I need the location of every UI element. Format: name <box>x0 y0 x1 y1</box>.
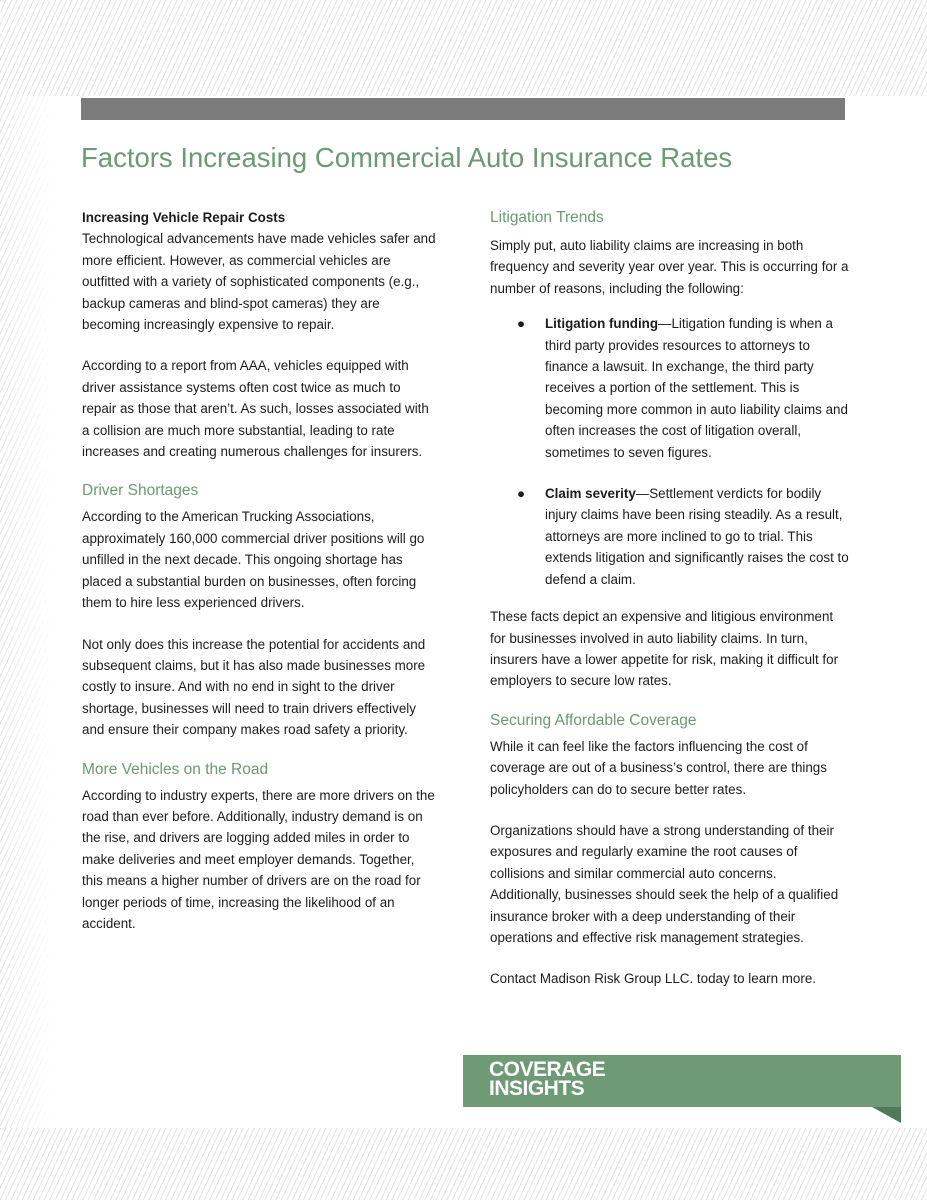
left-column <box>82 207 437 934</box>
driver-shortages-paragraph-2: Not only does this increase the potential for accidents and subsequent claims, but it has also made businesses more costly to insure. And with no end in sight to the driver shortage, businesses will need to train drivers effectively and ensure their company makes road safety a priority. <box>82 636 426 738</box>
litigation-conclusion-paragraph: These facts depict an expensive and litigious environment for businesses involved in auto liability claims. In turn, insurers have a lower appetite for risk, making it difficult for employers to secure low rates. <box>490 609 839 689</box>
affordable-coverage-paragraph-1: While it can feel like the factors influencing the cost of coverage are out of a business’s control, there are things policyholders can do to secure better rates. <box>490 738 827 797</box>
contact-paragraph: Contact Madison Risk Group LLC. today to learn more. <box>490 971 816 987</box>
repair-costs-paragraph-1: Technological advancements have made vehicles safer and more efficient. However, as commercial vehicles are outfitted with a variety of sophisticated components (e.g., backup cameras and blind-spot cameras) they are becoming increasingly expensive to repair. <box>82 231 436 333</box>
list-item <box>490 483 850 590</box>
bullet-icon: ● <box>517 486 526 502</box>
list-item <box>490 313 850 463</box>
bullet-term: Claim severity <box>545 486 636 502</box>
repair-costs-heading: Increasing Vehicle Repair Costs <box>82 210 286 225</box>
bullet-term: Litigation funding <box>545 316 659 332</box>
bullet-text: —Litigation funding is when a third party provides resources to attorneys to finance a lawsuit. In exchange, the third party receives a portion of the settlement. This is becoming more common in auto liability claims and often increases the cost of litigation overall, sometimes to seven figures. <box>545 316 848 460</box>
header-bar <box>81 98 845 120</box>
logo-line-1: COVERAGE <box>489 1058 606 1081</box>
decorative-stripes-left <box>0 96 56 1128</box>
bullet-text: —Settlement verdicts for bodily injury claims have been rising steadily. As a result, attorneys are more inclined to go to trial. This extends litigation and significantly raises the cost to defend a claim. <box>545 486 849 587</box>
right-column <box>490 207 850 990</box>
more-vehicles-heading: More Vehicles on the Road <box>82 760 269 778</box>
coverage-insights-logo <box>489 1060 605 1098</box>
logo-line-2: INSIGHTS <box>489 1077 585 1100</box>
litigation-intro-paragraph: Simply put, auto liability claims are increasing in both frequency and severity year over year. This is occurring for a number of reasons, including the following: <box>490 238 849 296</box>
repair-costs-paragraph-2: According to a report from AAA, vehicles equipped with driver assistance systems often cost twice as much to repair as those that aren’t. As such, losses associated with a collision are much more substantial, leading to rate increases and creating numerous challenges for insurers. <box>82 358 429 460</box>
more-vehicles-paragraph-1: According to industry experts, there are more drivers on the road than ever before. Additionally, industry demand is on the rise, and drivers are logging added miles in order to make deliveries and meet employer demands. Together, this means a higher number of drivers are on the road for longer periods of time, increasing the likelihood of an accident. <box>82 787 435 931</box>
driver-shortages-paragraph-1: According to the American Trucking Associations, approximately 160,000 commercial driver positions will go unfilled in the next decade. This ongoing shortage has placed a substantial burden on businesses, often forcing them to hire less experienced drivers. <box>82 509 425 611</box>
litigation-trends-heading: Litigation Trends <box>490 209 604 226</box>
affordable-coverage-heading: Securing Affordable Coverage <box>490 711 697 729</box>
litigation-bullet-list <box>490 313 850 590</box>
driver-shortages-heading: Driver Shortages <box>82 482 199 500</box>
decorative-stripes-bottom <box>0 1128 927 1200</box>
bullet-icon: ● <box>517 316 526 332</box>
banner-fold-shape <box>872 1107 901 1123</box>
affordable-coverage-paragraph-2: Organizations should have a strong understanding of their exposures and regularly examine the root causes of collisions and similar commercial auto concerns. Additionally, businesses should seek the help of a qualified insurance broker with a deep understanding of their operations and effective risk management strategies. <box>490 822 839 945</box>
page-title: Factors Increasing Commercial Auto Insurance Rates <box>81 142 733 173</box>
decorative-stripes-top <box>0 0 927 96</box>
